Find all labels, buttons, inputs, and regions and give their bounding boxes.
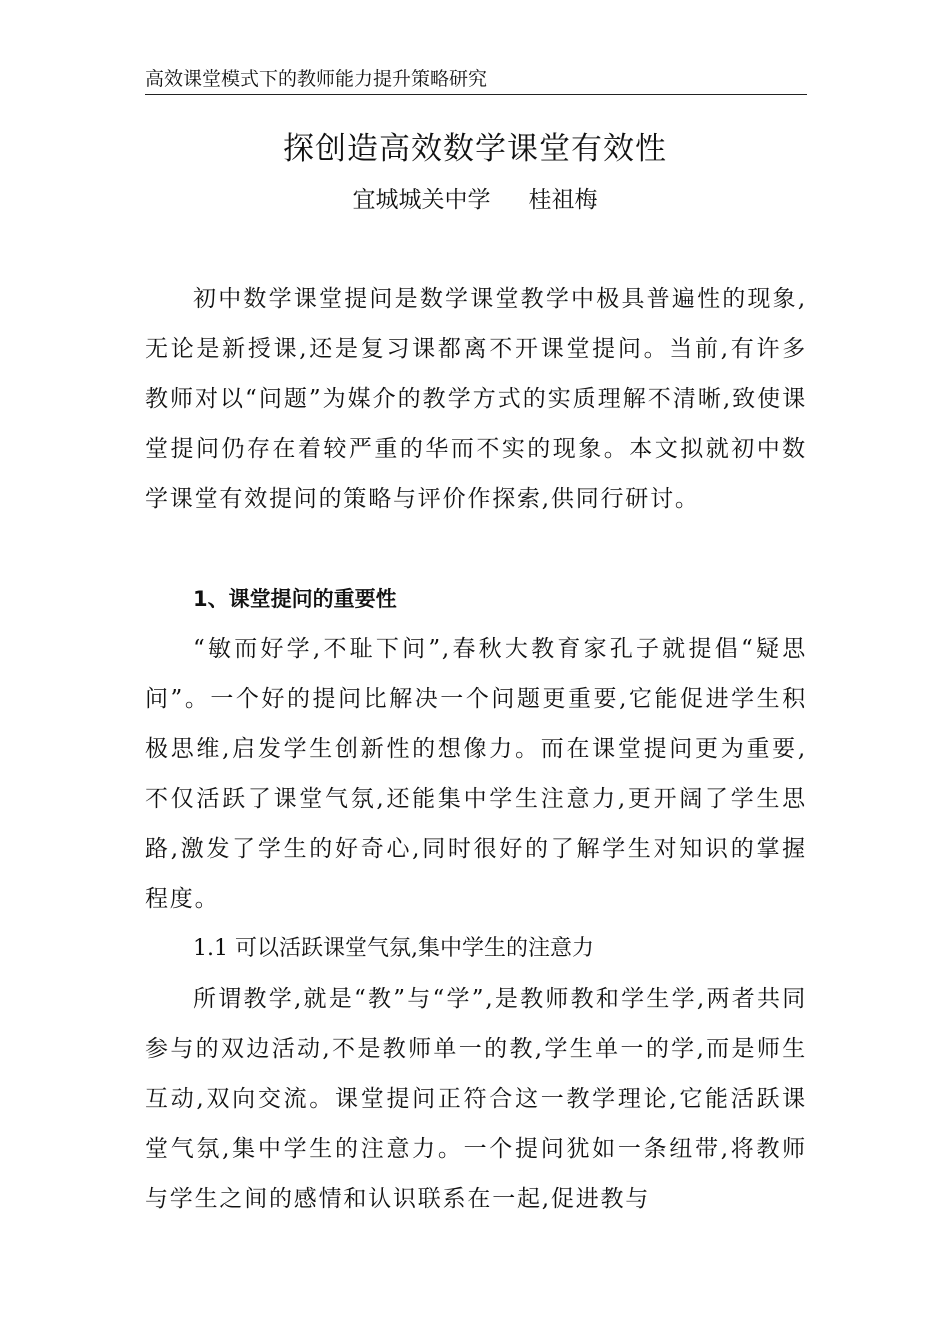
- paragraph-intro: 初中数学课堂提问是数学课堂教学中极具普遍性的现象,无论是新授课,还是复习课都离不开课堂提问。当前,有许多教师对以“问题”为媒介的教学方式的实质理解不清晰,致使课堂提问仍存在着较严重的华而不实的现象。本文拟就初中数学课堂有效提问的策略与评价作探索,供同行研讨。: [145, 286, 807, 512]
- author-name: 桂祖梅: [528, 187, 598, 213]
- author-school: 宜城城关中学: [352, 187, 491, 213]
- subsection-heading: 1.1 可以活跃课堂气氛,集中学生的注意力: [193, 936, 594, 961]
- running-title: 高效课堂模式下的教师能力提升策略研究: [145, 68, 488, 90]
- section-heading: 1、课堂提问的重要性: [193, 587, 397, 611]
- article-title: 探创造高效数学课堂有效性: [283, 131, 667, 167]
- byline: [0, 183, 950, 217]
- page-header: [145, 64, 807, 95]
- paragraph-importance: “敏而好学,不耻下问”,春秋大教育家孔子就提倡“疑思问”。一个好的提问比解决一个问题更重要,它能促进学生积极思维,启发学生创新性的想像力。而在课堂提问更为重要,不仅活跃了课堂气氛,还能集中学生注意力,更开阔了学生思路,激发了学生的好奇心,同时很好的了解学生对知识的掌握程度。: [145, 636, 807, 912]
- paragraph-teaching: 所谓教学,就是“教”与“学”,是教师教和学生学,两者共同参与的双边活动,不是教师单一的教,学生单一的学,而是师生互动,双向交流。课堂提问正符合这一教学理论,它能活跃课堂气氛,集中学生的注意力。一个提问犹如一条纽带,将教师与学生之间的感情和认识联系在一起,促进教与: [145, 986, 807, 1212]
